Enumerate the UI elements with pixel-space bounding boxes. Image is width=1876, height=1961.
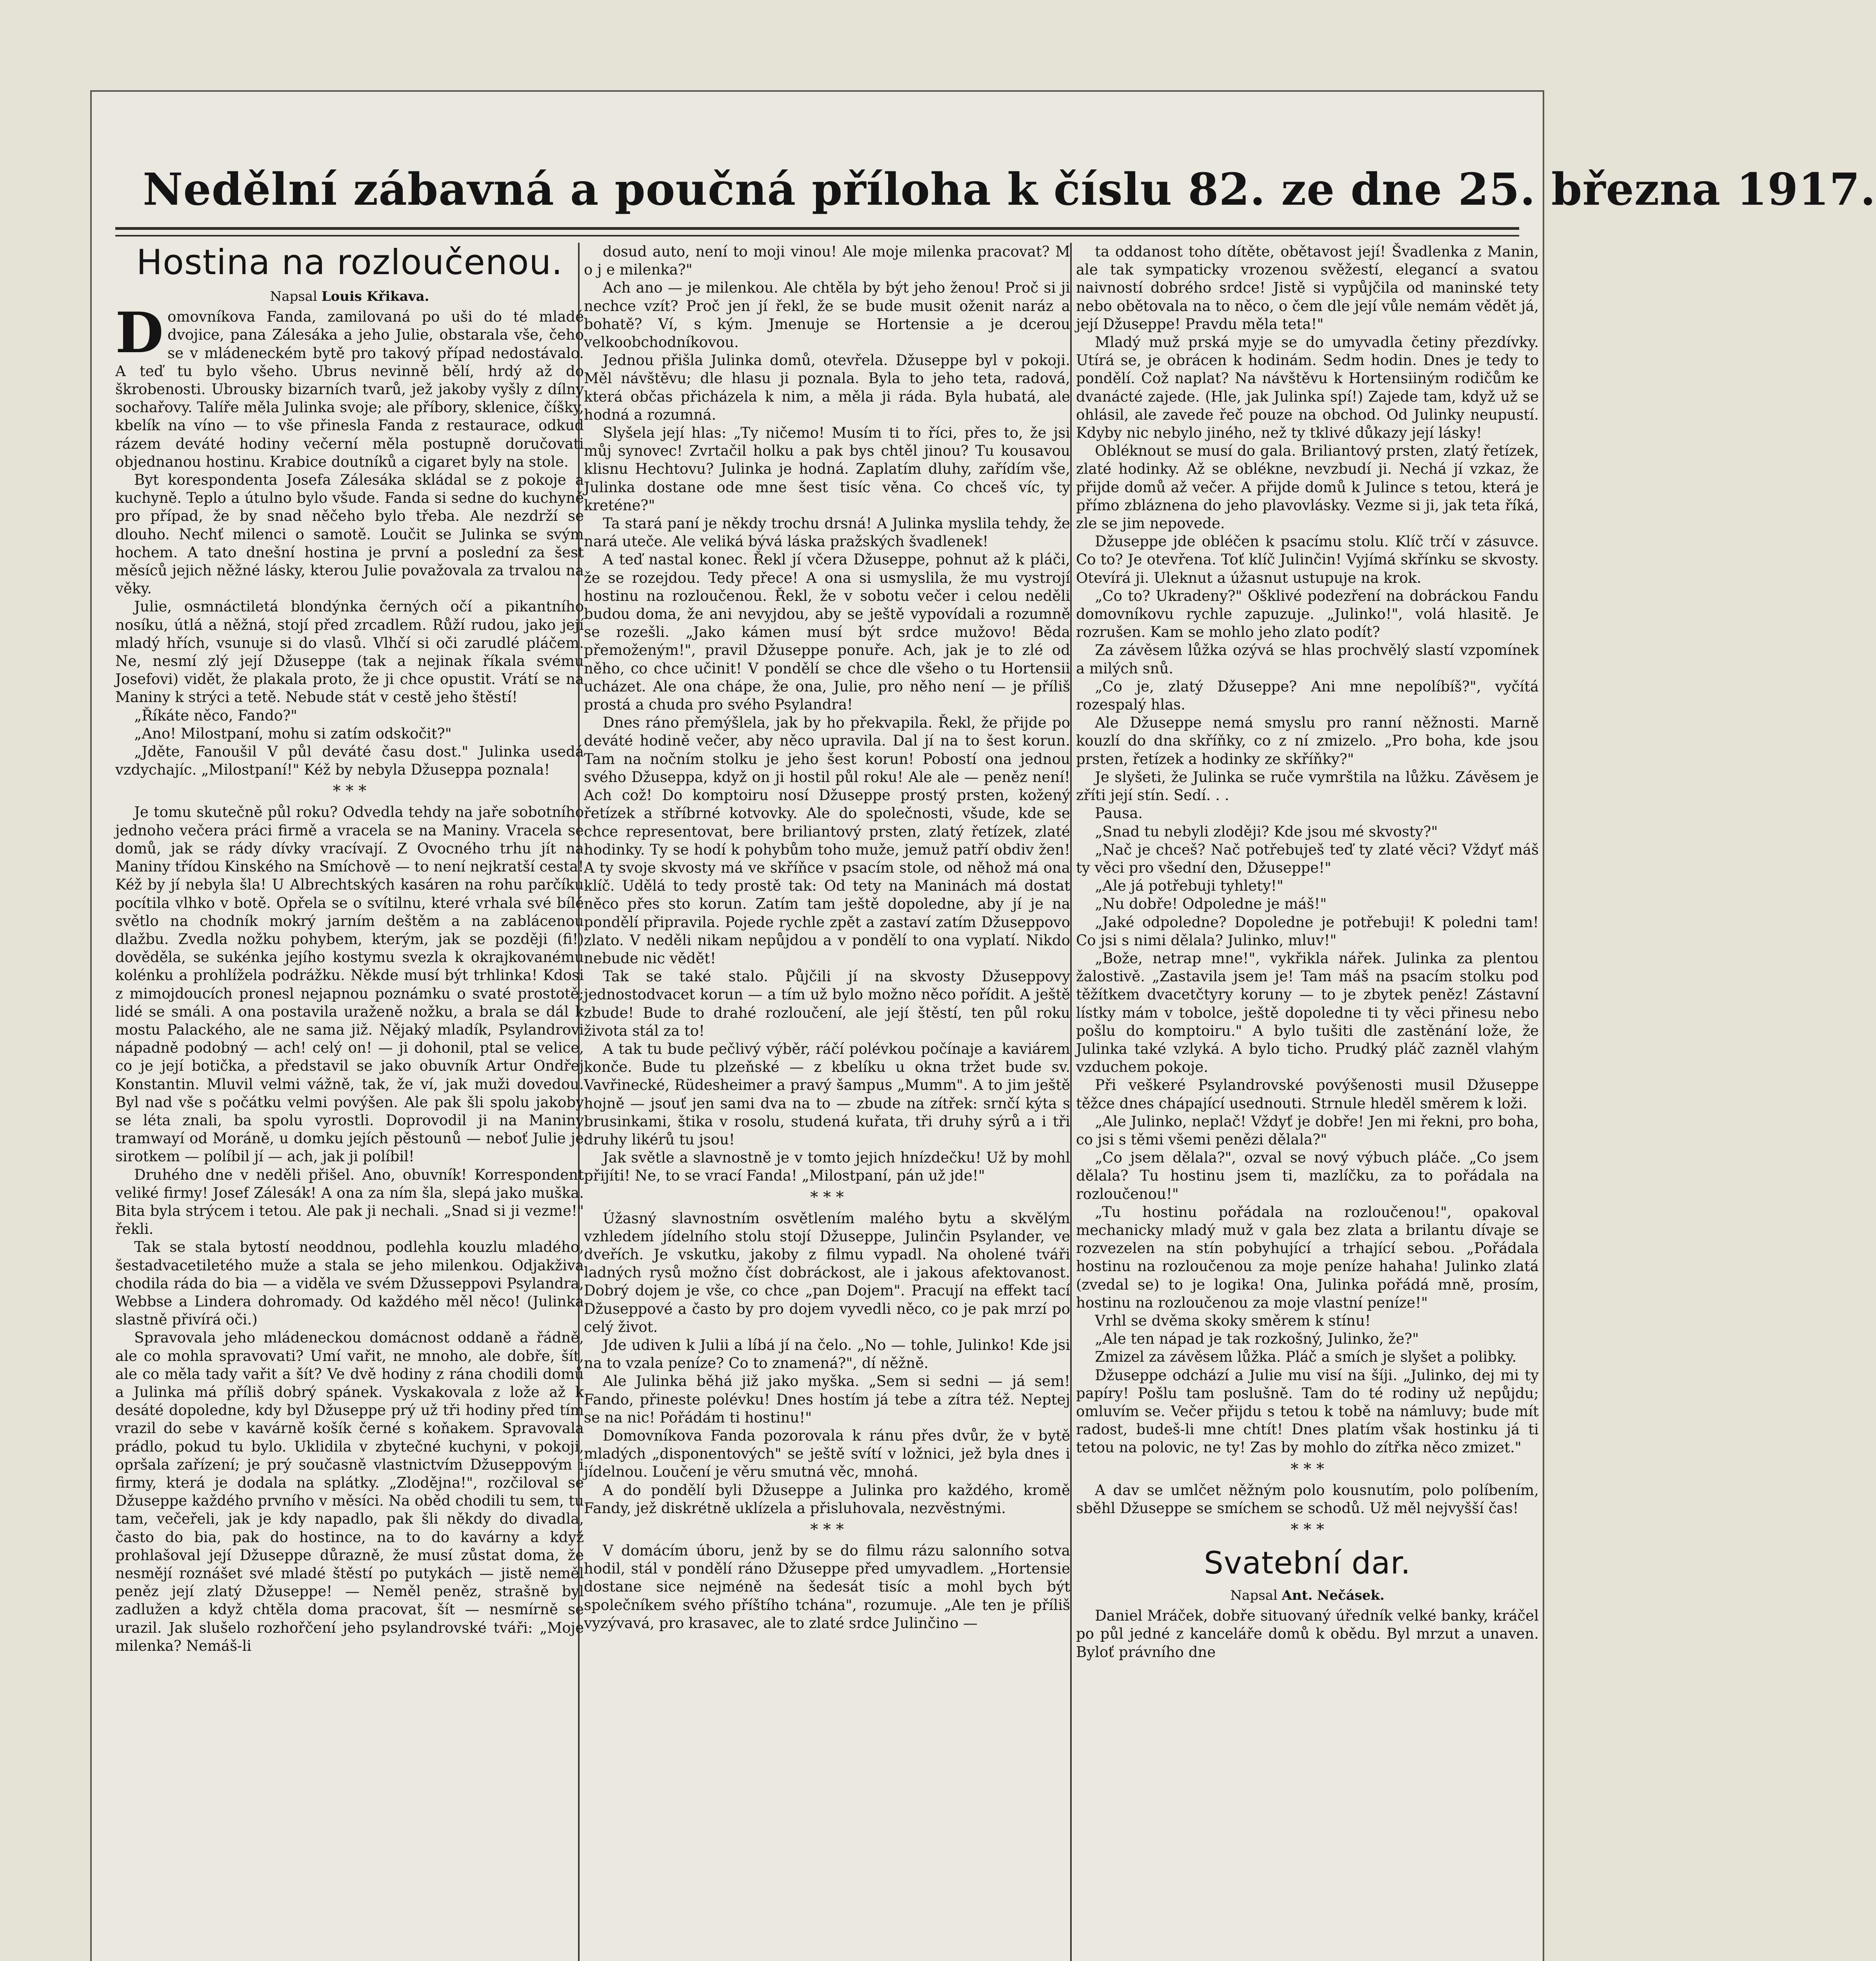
paragraph: Úžasný slavnostním osvětlením malého bytu a skvělým vzhledem jídelního stolu stojí Džuseppe, Julinčin Psylander, ve dveřích. Je vskutku, jakoby z filmu vypadl. Na oholené tváři ladných rysů možno číst dobráckost, ale i jakous afektovanost. Dobrý dojem je vše, co chce „pan Dojem". Pracují na effekt tací Džuseppové a často by pro dojem vyvedli něco, co je pak mrzí po celý život. xyxy=(584,1210,1070,1335)
paragraph: „Co jsem dělala?", ozval se nový výbuch pláče. „Co jsem dělala? Tu hostinu jsem ti, mazlíčku, za to pořádala na rozloučenou!" xyxy=(1076,1149,1539,1202)
paragraph: dosud auto, není to moji vinou! Ale moje milenka pracovat? M o j e milenka?" xyxy=(584,243,1070,278)
paragraph: Ale Julinka běhá již jako myška. „Sem si sedni — já sem! Fando, přineste polévku! Dnes hostím já tebe a zítra též. Neptej se na nic! Pořádám ti hostinu!" xyxy=(584,1373,1070,1426)
paragraph: Při veškeré Psylandrovské povýšenosti musil Džuseppe těžce dnes chápající usednouti. Strnule hleděl směrem k loži. xyxy=(1076,1077,1539,1112)
section-separator: * * * xyxy=(1291,1521,1324,1539)
paragraph: „Bože, netrap mne!", vykřikla nářek. Julinka za plentou žalostivě. „Zastavila jsem je! Tam máš na psacím stolku pod těžítkem dvacetčtyry koruny — to je zbytek peněz! Zástavní lístky mám v tobolce, ještě dopoledne ti ty věci přinesu nebo pošlu do komptoiru." A bylo tušiti dle zastěnání lože, že Julinka také vzlyká. A bylo ticho. Prudký pláč zazněl vlahým vzduchem pokoje. xyxy=(1076,950,1539,1076)
paragraph: Džuseppe odchází a Julie mu visí na šíji. „Julinko, dej mi ty papíry! Pošlu tam poslušně. Tam do té rodiny už nepůjdu; omluvím se. Večer přijdu s tetou k tobě na námluvy; bude mít radost, budeš-li mne chtít! Dnes platím však hostinku já ti tetou na polovic, ne ty! Zas by mohlo do zítřka něco zmizet." xyxy=(1076,1366,1539,1456)
section-separator: * * * xyxy=(1291,1460,1324,1478)
paragraph: Spravovala jeho mládeneckou domácnost oddaně a řádně, ale co mohla spravovati? Umí vařit, ne mnoho, ale dobře, šít, ale co měla tady vařit a šít? Ve dvě hodiny z rána chodili domů a Julinka má příliš dobrý spánek. Vyskakovala z lože až k desáté dopoledne, kdy byl Džuseppe prý už tři hodiny před tím vrazil do sebe v kavárně košík černé s koňakem. Spravovala prádlo, pokud tu bylo. Uklidila v zbytečné kuchyni, v pokoji, opršala zařízení; je prý současně vlastnictvím Džuseppovým i firmy, která je dodala na splátky. „Zlodějna!", rozčiloval se Džuseppe každého prvního v měsíci. Na oběd chodili tu sem, tu tam, večeřeli, jak je kdy napadlo, pak šli někdy do divadla, často do bia, pak do hostince, na to do kavárny a když prohlašoval její Džuseppe důrazně, že musí zůstat doma, že nesmějí roznášet své mladé štěstí po putykách — jistě neměl peněz její zlatý Džuseppe! — Neměl peněz, strašně byl zadlužen a když chtěla doma pracovat, šít — nesmírně se urazil. Jak slušelo rozhořčení jeho psylandrovské tváři: „Moje milenka? Nemáš-li xyxy=(115,1329,584,1654)
story2-title: Svatební dar. xyxy=(1204,1546,1411,1581)
paragraph: V domácím úboru, jenž by se do filmu rázu salonního sotva hodil, stál v pondělí ráno Džuseppe před umyvadlem. „Hortensie dostane sice nejméně na šedesát tisíc a mohl bych být společníkem svého příštího tchána", rozumuje. „Ale ten je příliš vyzývavá, pro krasavec, ale to zlaté srdce Julinčino — xyxy=(584,1542,1070,1632)
paragraph: Slyšela její hlas: „Ty ničemo! Musím ti to říci, přes to, že jsi můj synovec! Zvrtačil holku a pak bys chtěl jinou? Tu kousavou klisnu Hechtovu? Julinka je hodná. Zaplatím dluhy, zařídím vše, Julinka dostane ode mne šest tisíc věna. Co chceš víc, ty kreténe?" xyxy=(584,424,1070,514)
paragraph: „Co je, zlatý Džuseppe? Ani mne nepolíbíš?", vyčítá rozespalý hlas. xyxy=(1076,678,1539,713)
paragraph: Tak se také stalo. Půjčili jí na skvosty Džuseppovy jednostodvacet korun — a tím už bylo možno něco pořídit. A ještě zbude! Bude to drahé rozloučení, ale její štěstí, ten půl roku života stál za to! xyxy=(584,968,1070,1039)
paragraph: „Ano! Milostpaní, mohu si zatím odskočit?" xyxy=(134,725,452,742)
paragraph: „Nu dobře! Odpoledne je máš!" xyxy=(1095,895,1327,913)
paragraph: „Tu hostinu pořádala na rozloučenou!", opakoval mechanicky mladý muž v gala bez zlata a brilantu dívaje se rozvezelen na stín pobyhující a trhající sebou. „Pořádala hostinu na rozloučenou za moje peníze hahaha! Julinko zlatá (zvedal se) to je logika! Ona, Julinka pořádá mně, prosím, hostinu na rozloučenou za moje vlastní peníze!" xyxy=(1076,1203,1539,1311)
paragraph: Jednou přišla Julinka domů, otevřela. Džuseppe byl v pokoji. Měl návštěvu; dle hlasu ji poznala. Byla to jeho teta, radová, která občas přicházela k nim, a měla ji ráda. Byla hubatá, ale hodná a rozumná. xyxy=(584,352,1070,423)
column-2-text xyxy=(584,243,1070,1632)
paragraph: Je slyšeti, že Julinka se ruče vymrštila na lůžku. Závěsem je zříti její stín. Sedí. . . xyxy=(1076,768,1539,804)
paragraph: Byt korespondenta Josefa Zálesáka skládal se z pokoje a kuchyně. Teplo a útulno bylo všude. Fanda si sedne do kuchyně pro případ, že by snad něčeho bylo třeba. Ale nezdrží se dlouho. Nechť milenci o samotě. Loučit se Julinka se svým hochem. A tato dnešní hostina je první a poslední za šest měsíců jejich něžné lásky, kterou Julie považovala za trvalou na věky. xyxy=(115,471,584,597)
paragraph: Druhého dne v neděli přišel. Ano, obuvník! Korrespondent veliké firmy! Josef Zálesák! A ona za ním šla, slepá jako muška. Bita byla strýcem i tetou. Ale pak ji nechali. „Snad si ji vezme!" řekli. xyxy=(115,1166,584,1238)
paragraph: Pausa. xyxy=(1095,805,1143,822)
paragraph: Vrhl se dvěma skoky směrem k stínu! xyxy=(1095,1312,1371,1329)
paragraph: Obléknout se musí do gala. Briliantový prsten, zlatý řetízek, zlaté hodinky. Až se oblékne, nevzbudí ji. Nechá jí vzkaz, že přijde domů až večer. A přijde domů k Julince s tetou, která je přímo zbláznena do jeho plavovlásky. Vezme si ji, jak teta říká, zle se jim nepovede. xyxy=(1076,442,1539,532)
paragraph: „Co to? Ukradeny?" Ošklivé podezření na dobráckou Fandu domovníkovu rychle zapuzuje. „Julinko!", volá hlasitě. Je rozrušen. Kam se mohlo jeho zlato podít? xyxy=(1076,587,1539,641)
byline-prefix: Napsal xyxy=(270,289,317,304)
masthead-rule-thin xyxy=(115,235,1519,236)
paragraph: A tak tu bude pečlivý výběr, ráčí polévkou počínaje a kaviárem konče. Bude tu plzeňské — z kbelíku u okna tržet bude sv. Vavřinecké, Rüdesheimer a pravý šampus „Mumm". A to jim ještě hojně — jsouť jen sami dva na to — zbude na zítřek: srnčí kýta s brusinkami, štika v rosolu, studená kuřata, tři druhy sýrů a i tři druhy likérů tu jsou! xyxy=(584,1040,1070,1148)
column-3-text xyxy=(1076,243,1539,1517)
paragraph: A do pondělí byli Džuseppe a Julinka pro každého, kromě Fandy, jež diskrétně uklízela a přisluhovala, nezvěstnými. xyxy=(584,1481,1070,1517)
column-1 xyxy=(115,243,584,1961)
paragraph: Ach ano — je milenkou. Ale chtěla by být jeho ženou! Proč si ji nechce vzít? Proč jen jí řekl, že se bude musit oženit naráz a bohatě? Ví, s kým. Jmenuje se Hortensie a je dcerou velkoobchodníkovou. xyxy=(584,279,1070,351)
paragraph: A dav se umlčet něžným polo kousnutím, polo políbením, sběhl Džuseppe se smíchem se schodů. Už měl nejvyšší čas! xyxy=(1076,1481,1539,1517)
paragraph: Ta stará paní je někdy trochu drsná! A Julinka myslila tehdy, že nará uteče. Ale veliká bývá láska pražských švadlenek! xyxy=(584,515,1070,550)
paragraph: Jde udiven k Julii a líbá jí na čelo. „No — tohle, Julinko! Kde jsi na to vzala peníze? Co to znamená?", dí něžně. xyxy=(584,1336,1070,1372)
paragraph: „Jaké odpoledne? Dopoledne je potřebuji! K poledni tam! Co jsi s nimi dělala? Julinko, mluv!" xyxy=(1076,913,1539,949)
paragraph: Domovníkova Fanda pozorovala k ránu přes dvůr, že v bytě mladých „disponentových" se ještě svítí v ložnici, jež byla dnes i jídelnou. Loučení je věru smutná věc, mnohá. xyxy=(584,1427,1070,1481)
paragraph: Džuseppe jde obléčen k psacímu stolu. Klíč trčí v zásuvce. Co to? Je otevřena. Toť klíč Julinčin! Vyjímá skřínku se skvosty. Otevírá ji. Uleknut a úžasnut ustupuje na krok. xyxy=(1076,533,1539,586)
section-separator: * * * xyxy=(810,1521,844,1539)
masthead: Nedělní zábavná a poučná příloha k číslu 82. ze dne 25. března 1917. xyxy=(143,164,1876,215)
section-separator: * * * xyxy=(810,1188,844,1206)
newspaper-page xyxy=(90,90,1876,1961)
section-separator: * * * xyxy=(333,782,367,800)
column-divider xyxy=(1070,243,1072,1961)
byline-author: Ant. Nečásek. xyxy=(1282,1588,1385,1604)
paragraph: „Nač je chceš? Nač potřebuješ teď ty zlaté věci? Vždyť máš ty věci pro všední den, Džuseppe!" xyxy=(1076,841,1539,876)
paragraph: ta oddanost toho dítěte, obětavost její! Švadlenka z Manin, ale tak sympaticky vrozenou svěžestí, elegancí a svatou naivností dobrého srdce! Jistě si vypůjčila od maninské tety nebo obětovala na to něco, o čem dle její vůle nemám vědět já, její Džuseppe! Pravdu měla teta!" xyxy=(1076,243,1539,333)
story2-byline xyxy=(1076,1586,1539,1604)
paragraph: „Ale Julinko, neplač! Vždyť je dobře! Jen mi řekni, pro boha, co jsi s těmi všemi penězi dělala?" xyxy=(1076,1113,1539,1148)
paragraph: Za závěsem lůžka ozývá se hlas prochvělý slastí vzpomínek a milých snů. xyxy=(1076,642,1539,677)
byline-author: Louis Křikava. xyxy=(321,289,429,304)
paragraph: Zmizel za závěsem lůžka. Pláč a smích je slyšet a polibky. xyxy=(1095,1348,1517,1366)
paragraph: „Ale ten nápad je tak rozkošný, Julinko, že?" xyxy=(1095,1330,1419,1348)
byline-prefix: Napsal xyxy=(1230,1588,1278,1604)
paragraph: Dnes ráno přemýšlela, jak by ho překvapila. Řekl, že přijde po deváté hodině večer, aby něco upravila. Dal jí na to šest korun. Tam na nočním stolku je jeho šest korun! Pobostí ona jednou svého Džuseppa, když on ji hostil půl roku! Ale ale — peněz není! Ach což! Do komptoiru nosí Džuseppe prostý prsten, kožený řetízek a stříbrné kotvovky. Ale do společnosti, všude, kde se chce representovat, bere briliantový prsten, zlatý řetízek, zlaté hodinky. Ty se hodí k pohybům toho muže, jemuž patří obdiv žen! A ty svoje skvosty má ve skříňce v psacím stole, od něhož má ona klíč. Udělá to tedy prostě tak: Od tety na Maninách má dostat něco přes sto korun. Zatím tam ještě dopoledne, aby jí je na pondělí připravila. Pojede rychle zpět a zastaví zatím Džuseppovo zlato. V neděli nikam nepůjdou a v pondělí to ona vyplatí. Nikdo nebude nic vědět! xyxy=(584,714,1070,967)
paragraph: Domovníkova Fanda, zamilovaná po uši do té mladé dvojice, pana Zálesáka a jeho Julie, obstarala vše, čeho se v mládeneckém bytě pro takový případ nedostávalo. A teď tu bylo všeho. Ubrus nevinně bělí, hrdý až do škrobenosti. Ubrousky bizarních tvarů, jež jakoby vyšly z dílny sochařovy. Talíře měla Julinka svoje; ale příbory, sklenice, číšky, kbelík na víno — to vše přinesla Fanda z restaurace, odkud rázem deváté hodiny večerní měla postupně doručovati objednanou hostinu. Krabice doutníků a cigaret byly na stole. xyxy=(115,300,584,470)
paragraph: Julie, osmnáctiletá blondýnka černých očí a pikantního nosíku, útlá a něžná, stojí před zrcadlem. Růží rudou, jako její mladý hřích, vsunuje si do vlasů. Vlhčí si oči zarudlé pláčem. Ne, nesmí zlý její Džuseppe (tak a nejinak říkala svému Josefovi) vidět, že plakala proto, že ji chce opustit. Vrátí se na Maniny k strýci a tetě. Nebude stát v cestě jeho štěstí! xyxy=(115,598,584,706)
paragraph: Tak se stala bytostí neoddnou, podlehla kouzlu mladého, šestadvacetiletého muže a stala se jeho milenkou. Odjakživa chodila ráda do bia — a viděla ve svém Džusseppovi Psylandra, Webbse a Lindera dohromady. Od každého měl něco! (Julinka slastně přivírá oči.) xyxy=(115,1239,584,1328)
paragraph: Jak světle a slavnostně je v tomto jejich hnízdečku! Už by mohl přijíti! Ne, to se vrací Fanda! „Milostpaní, pán už jde!" xyxy=(584,1149,1070,1184)
paragraph: „Snad tu nebyli zloději? Kde jsou mé skvosty?" xyxy=(1095,823,1438,840)
story2-paragraph: Daniel Mráček, dobře situovaný úředník velké banky, kráčel po půl jedné z kanceláře domů k obědu. Byl mrzut a unaven. Byloť právního dne xyxy=(1076,1607,1539,1661)
masthead-rule xyxy=(115,227,1519,230)
paragraph: Je tomu skutečně půl roku? Odvedla tehdy na jaře sobotního jednoho večera práci firmě a vracela se na Maniny. Vracela se domů, jak se rády dívky vracívají. Z Ovocného trhu jít na Maniny třídou Kinského na Smíchově — to není nejkratší cesta! Kéž by jí nebyla šla! U Albrechtských kasáren na rohu parčíku pocítila vlhko v botě. Opřela se o svítilnu, které vrhala své bílé světlo na chodník mokrý jarním deštěm a na zablácenou dlažbu. Zvedla nožku pohybem, kterým, jak se později (fi!) dověděla, se sukénka jejího kostymu svezla k okrajkovanému kolénku a prohlížela podrážku. Někde musí být trhlinka! Kdosi z mimojdoucích pronesl nejapnou poznámku o svaté prostotě; lidé se smáli. A ona postavila uraženě nožku, a brala se dál k mostu Palackého, ale ne sama již. Nějaký mladík, Psylandrovi nápadně podobný — ach! celý on! — ji dohonil, ptal se velice, co je její botička, a představil se jako obuvník Artur Ondřej Konstantin. Mluvil velmi vážně, tak, že ví, jak muži dovedou. Byl nad vše s počátku velmi povýšen. Ale pak šli spolu jakoby se léta znali, ba spolu vyrostli. Doprovodil ji na Maniny tramwayí od Moráně, u domku jejích pěstounů — neboť Julie je sirotkem — políbil jí — ach, jak ji políbil! xyxy=(115,804,584,1165)
story-byline xyxy=(115,287,584,306)
story-title: Hostina na rozloučenou. xyxy=(136,242,563,282)
paragraph: Mladý muž prská myje se do umyvadla četiny přezdívky. Utírá se, je obrácen k hodinám. Sedm hodin. Dnes je tedy to pondělí. Což naplat? Na návštěvu k Hortensiiným rodičům ke dvanácté zajede. (Hle, jak Julinka spí!) Zajede tam, když už se ohlásil, ale zavede řeč pouze na obchod. Od Julinky neupustí. Kdyby nic nebylo jiného, než ty tklivé důkazy její lásky! xyxy=(1076,334,1539,442)
paragraph: „Ale já potřebuji tyhlety!" xyxy=(1095,877,1283,895)
column-1-text xyxy=(115,300,584,1655)
paragraph: A teď nastal konec. Řekl jí včera Džuseppe, pohnut až k pláči, že se rozejdou. Tedy přece! A ona si usmyslila, že mu vystrojí hostinu na rozloučenou. Řekl, že v sobotu večer i celou neděli budou doma, že ani nevyjdou, aby se ještě vypovídali a rozumně se rozešli. „Jako kámen musí být srdce mužovo! Běda přemoženým!", pravil Džuseppe ponuře. Ach, jak je to zlé od něho, co chce učinit! V pondělí se chce dle všeho o tu Hortensii ucházet. Ale ona chápe, že ona, Julie, pro něho není — je příliš prostá a chuda pro svého Psylandra! xyxy=(584,551,1070,713)
column-3 xyxy=(1076,243,1539,1961)
column-2 xyxy=(584,243,1070,1961)
drop-cap: D xyxy=(115,300,164,366)
paragraph: Ale Džuseppe nemá smyslu pro ranní něžnosti. Marně kouzlí do dna skříňky, co z ní zmizelo. „Pro boha, kde jsou prsten, řetízek a hodinky ze skříňky?" xyxy=(1076,714,1539,768)
paragraph: „Říkáte něco, Fando?" xyxy=(134,707,298,724)
paragraph: „Jděte, Fanoušil V půl deváté času dost." Julinka usedá vzdychajíc. „Milostpaní!" Kéž by nebyla Džuseppa poznala! xyxy=(115,743,584,779)
